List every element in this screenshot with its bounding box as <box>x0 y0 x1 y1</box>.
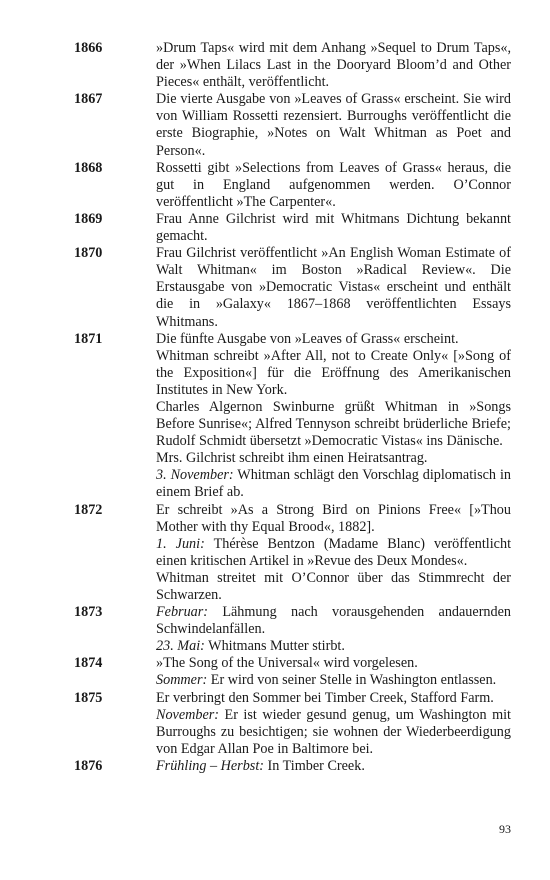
entry-paragraph <box>156 450 511 467</box>
entry-paragraph <box>156 638 511 655</box>
paragraph-text: »Drum Taps« wird mit dem Anhang »Sequel to Drum Taps«, der »When Lilacs Last in the Dooryard Bloom’d and Other Pieces« enthält, veröffentlicht. <box>156 40 511 91</box>
page-number: 93 <box>499 822 511 836</box>
entry-year: 1867 <box>74 91 103 108</box>
entry-paragraph <box>156 570 511 604</box>
date-lead: Februar: <box>156 604 209 621</box>
date-lead: 23. Mai: <box>156 638 205 655</box>
entry-year: 1874 <box>74 655 103 672</box>
entry-text <box>156 502 511 605</box>
entry-paragraph <box>156 40 511 91</box>
date-lead: November: <box>156 706 220 723</box>
entry-year: 1875 <box>74 689 103 706</box>
paragraph-text: In Timber Creek. <box>267 757 365 774</box>
entry-text <box>156 655 511 689</box>
entry-text <box>156 211 511 245</box>
entry-paragraph <box>156 348 511 399</box>
paragraph-text: »The Song of the Universal« wird vorgelesen. <box>156 655 418 672</box>
chronology-entry <box>0 91 550 159</box>
entry-paragraph <box>156 690 511 707</box>
chronology-entry <box>0 655 550 689</box>
date-lead: Sommer: <box>156 672 208 689</box>
entry-paragraph <box>156 672 511 689</box>
entry-year: 1876 <box>74 757 103 774</box>
entry-paragraph <box>156 399 511 450</box>
paragraph-text: Er ist wieder gesund genug, um Washington mit Burroughs zu besichtigen; sie wohnen der Wiederbeerdigung von Edgar Allan Poe in Baltimore bei. <box>156 706 512 757</box>
paragraph-text: Er schreibt »As a Strong Bird on Pinions Free« [»Thou Mother with thy Equal Brood«, 1882]. <box>156 501 511 535</box>
entry-paragraph <box>156 758 511 775</box>
entry-paragraph <box>156 211 511 245</box>
entry-paragraph <box>156 331 511 348</box>
entry-text <box>156 758 511 775</box>
entry-year: 1872 <box>74 501 103 518</box>
paragraph-text: Die fünfte Ausgabe von »Leaves of Grass« erscheint. <box>156 330 459 347</box>
entry-text <box>156 331 511 502</box>
date-lead: 1. Juni: <box>156 535 205 552</box>
entry-paragraph <box>156 707 511 758</box>
paragraph-text: Whitmans Mutter stirbt. <box>208 638 345 655</box>
paragraph-text: Whitman schlägt den Vorschlag diplomatisch in einem Brief ab. <box>156 467 511 501</box>
entry-text <box>156 245 511 330</box>
chronology-entry <box>0 502 550 605</box>
paragraph-text: Whitman schreibt »After All, not to Create Only« [»Song of the Exposition«] für die Eröffnung des Amerikanischen Institutes in New York. <box>156 347 511 398</box>
chronology-entry <box>0 758 550 775</box>
entry-paragraph <box>156 160 511 211</box>
entry-text <box>156 690 511 758</box>
paragraph-text: Frau Anne Gilchrist wird mit Whitmans Dichtung bekannt gemacht. <box>156 210 511 245</box>
entry-paragraph <box>156 91 511 159</box>
paragraph-text: Rossetti gibt »Selections from Leaves of Grass« heraus, die gut in England aufgenommen werden. O’Connor veröffentlicht »The Carpenter«. <box>156 159 511 210</box>
entry-text <box>156 160 511 211</box>
chronology-entry <box>0 211 550 245</box>
entry-year: 1870 <box>74 245 103 262</box>
entry-paragraph <box>156 245 511 330</box>
paragraph-text: Thérèse Bentzon (Madame Blanc) veröffentlicht einen kritischen Artikel in »Revue des Deux Mondes«. <box>156 535 512 569</box>
entry-text <box>156 91 511 159</box>
entry-year: 1873 <box>74 604 103 621</box>
paragraph-text: Er wird von seiner Stelle in Washington entlassen. <box>210 672 497 689</box>
paragraph-text: Lähmung nach vorausgehenden andauernden Schwindelanfällen. <box>156 604 511 638</box>
entry-text <box>156 40 511 91</box>
chronology-entry <box>0 604 550 655</box>
entry-text <box>156 604 511 655</box>
entry-year: 1866 <box>74 40 103 56</box>
chronology-list <box>0 40 550 775</box>
paragraph-text: Whitman streitet mit O’Connor über das Stimmrecht der Schwarzen. <box>156 569 511 603</box>
paragraph-text: Mrs. Gilchrist schreibt ihm einen Heiratsantrag. <box>156 450 428 467</box>
entry-paragraph <box>156 604 511 638</box>
chronology-entry <box>0 690 550 758</box>
chronology-entry <box>0 40 550 91</box>
date-lead: Frühling – Herbst: <box>156 757 264 774</box>
chronology-entry <box>0 245 550 330</box>
entry-year: 1869 <box>74 210 103 227</box>
entry-paragraph <box>156 502 511 536</box>
paragraph-text: Charles Algernon Swinburne grüßt Whitman in »Songs Before Sunrise«; Alfred Tennyson schreibt brüderliche Briefe; Rudolf Schmidt übersetzt »Democratic Vistas« ins Dänische. <box>156 398 511 450</box>
chronology-entry <box>0 331 550 502</box>
chronology-entry <box>0 160 550 211</box>
paragraph-text: Frau Gilchrist veröffentlicht »An English Woman Estimate of Walt Whitman« im Boston »Radical Review«. Die Erstausgabe von »Democratic Vistas« erscheint und enthält die in »Galaxy« 1867–1868 veröffentlichten Essays Whitmans. <box>156 245 511 330</box>
entry-year: 1871 <box>74 330 103 347</box>
entry-year: 1868 <box>74 159 103 176</box>
paragraph-text: Die vierte Ausgabe von »Leaves of Grass« erscheint. Sie wird von William Rossetti rezensiert. Burroughs veröffentlicht die erste Biographie, »Notes on Walt Whitman as Poet and Person«. <box>156 91 511 159</box>
entry-paragraph <box>156 467 511 501</box>
date-lead: 3. November: <box>156 467 234 484</box>
paragraph-text: Er verbringt den Sommer bei Timber Creek, Stafford Farm. <box>156 689 494 706</box>
entry-paragraph <box>156 655 511 672</box>
entry-paragraph <box>156 536 511 570</box>
